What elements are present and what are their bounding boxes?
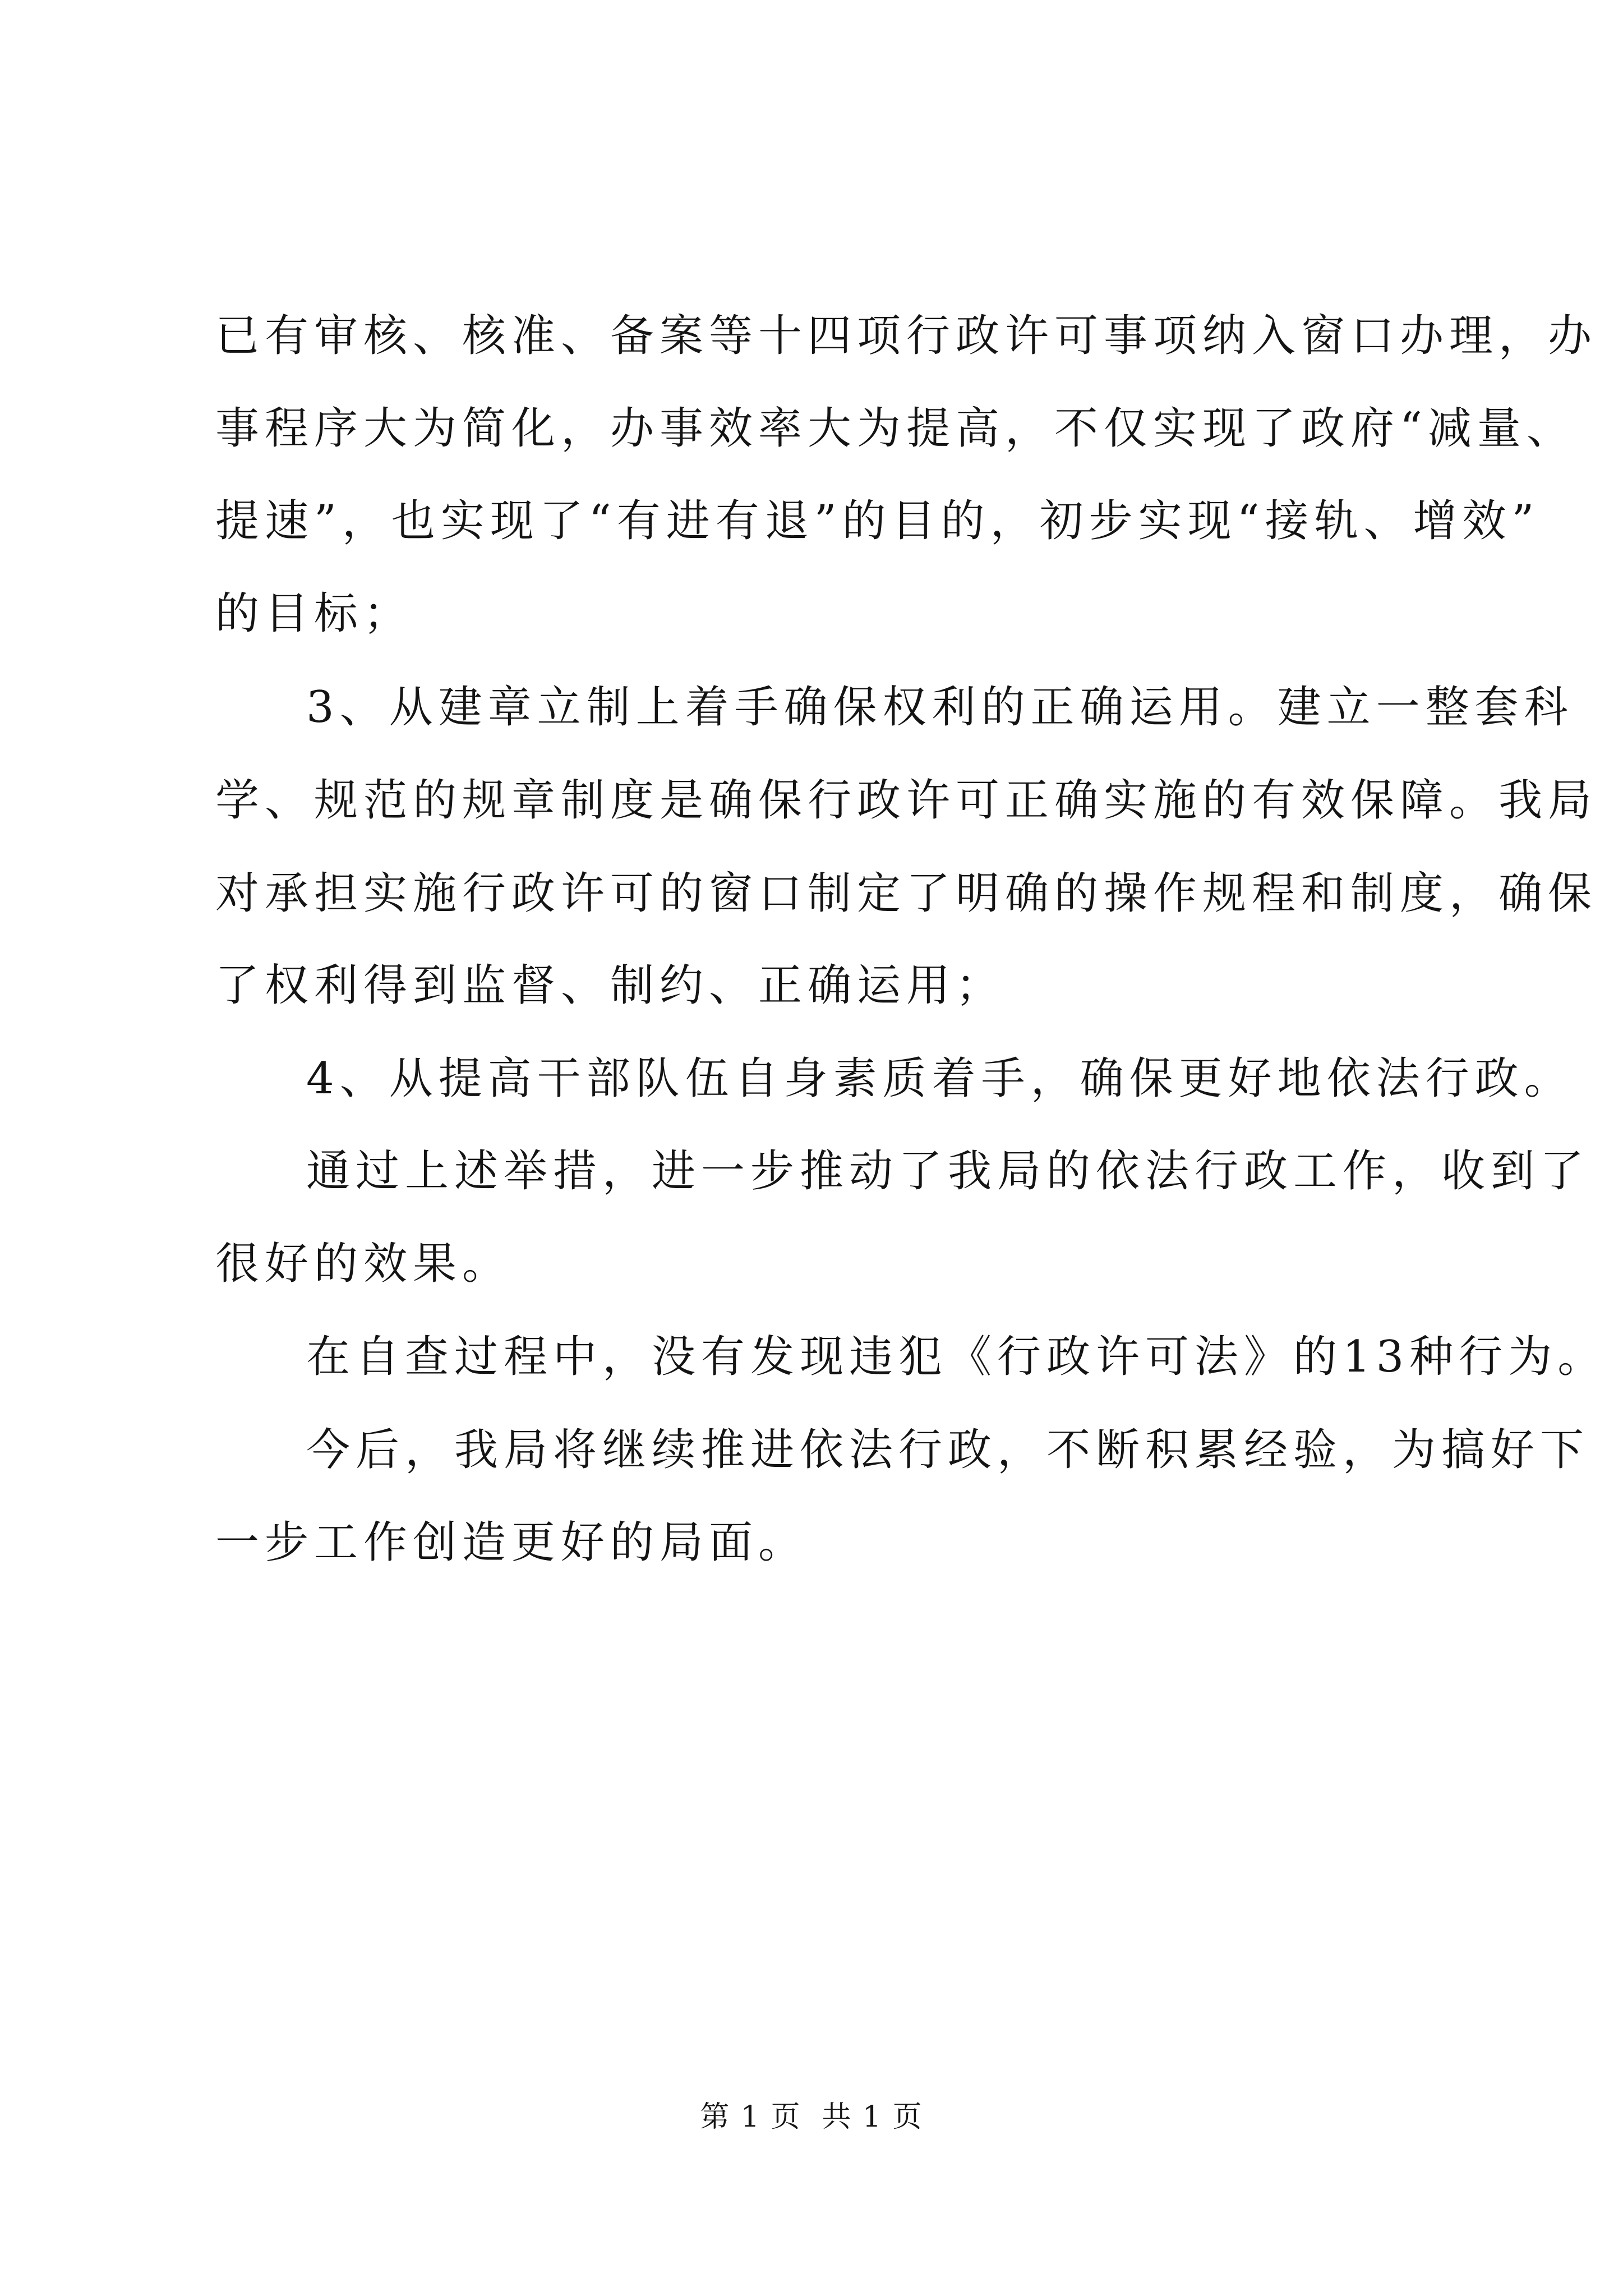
- paragraph-3-line-4: 了权利得到监督、制约、正确运用；: [215, 960, 1006, 1011]
- paragraph-summary-line-1: 通过上述举措，进一步推动了我局的依法行政工作，收到了: [306, 1146, 1590, 1197]
- paragraph-future-line-1: 今后，我局将继续推进依法行政，不断积累经验，为搞好下: [306, 1425, 1590, 1475]
- body-line-1: 已有审核、核准、备案等十四项行政许可事项纳入窗口办理，办: [215, 311, 1598, 361]
- body-line-4: 的目标；: [215, 588, 413, 639]
- paragraph-3-line-3: 对承担实施行政许可的窗口制定了明确的操作规程和制度，确保: [215, 868, 1598, 919]
- page-footer: 第 1 页 共 1 页: [700, 2100, 923, 2134]
- paragraph-selfcheck-line-1: 在自查过程中，没有发现违犯《行政许可法》的13种行为。: [306, 1332, 1607, 1382]
- paragraph-summary-line-2: 很好的效果。: [215, 1239, 512, 1289]
- paragraph-future-line-2: 一步工作创造更好的局面。: [215, 1517, 808, 1568]
- paragraph-4-line-1: 4、从提高干部队伍自身素质着手，确保更好地依法行政。: [306, 1053, 1574, 1104]
- body-line-3: 提速”，也实现了“有进有退”的目的，初步实现“接轨、增效”: [215, 496, 1540, 546]
- paragraph-3-line-1: 3、从建章立制上着手确保权利的正确运用。建立一整套科: [306, 682, 1574, 733]
- paragraph-3-line-2: 学、规范的规章制度是确保行政许可正确实施的有效保障。我局: [215, 775, 1598, 826]
- body-line-2: 事程序大为简化，办事效率大为提高，不仅实现了政府“减量、: [215, 403, 1576, 454]
